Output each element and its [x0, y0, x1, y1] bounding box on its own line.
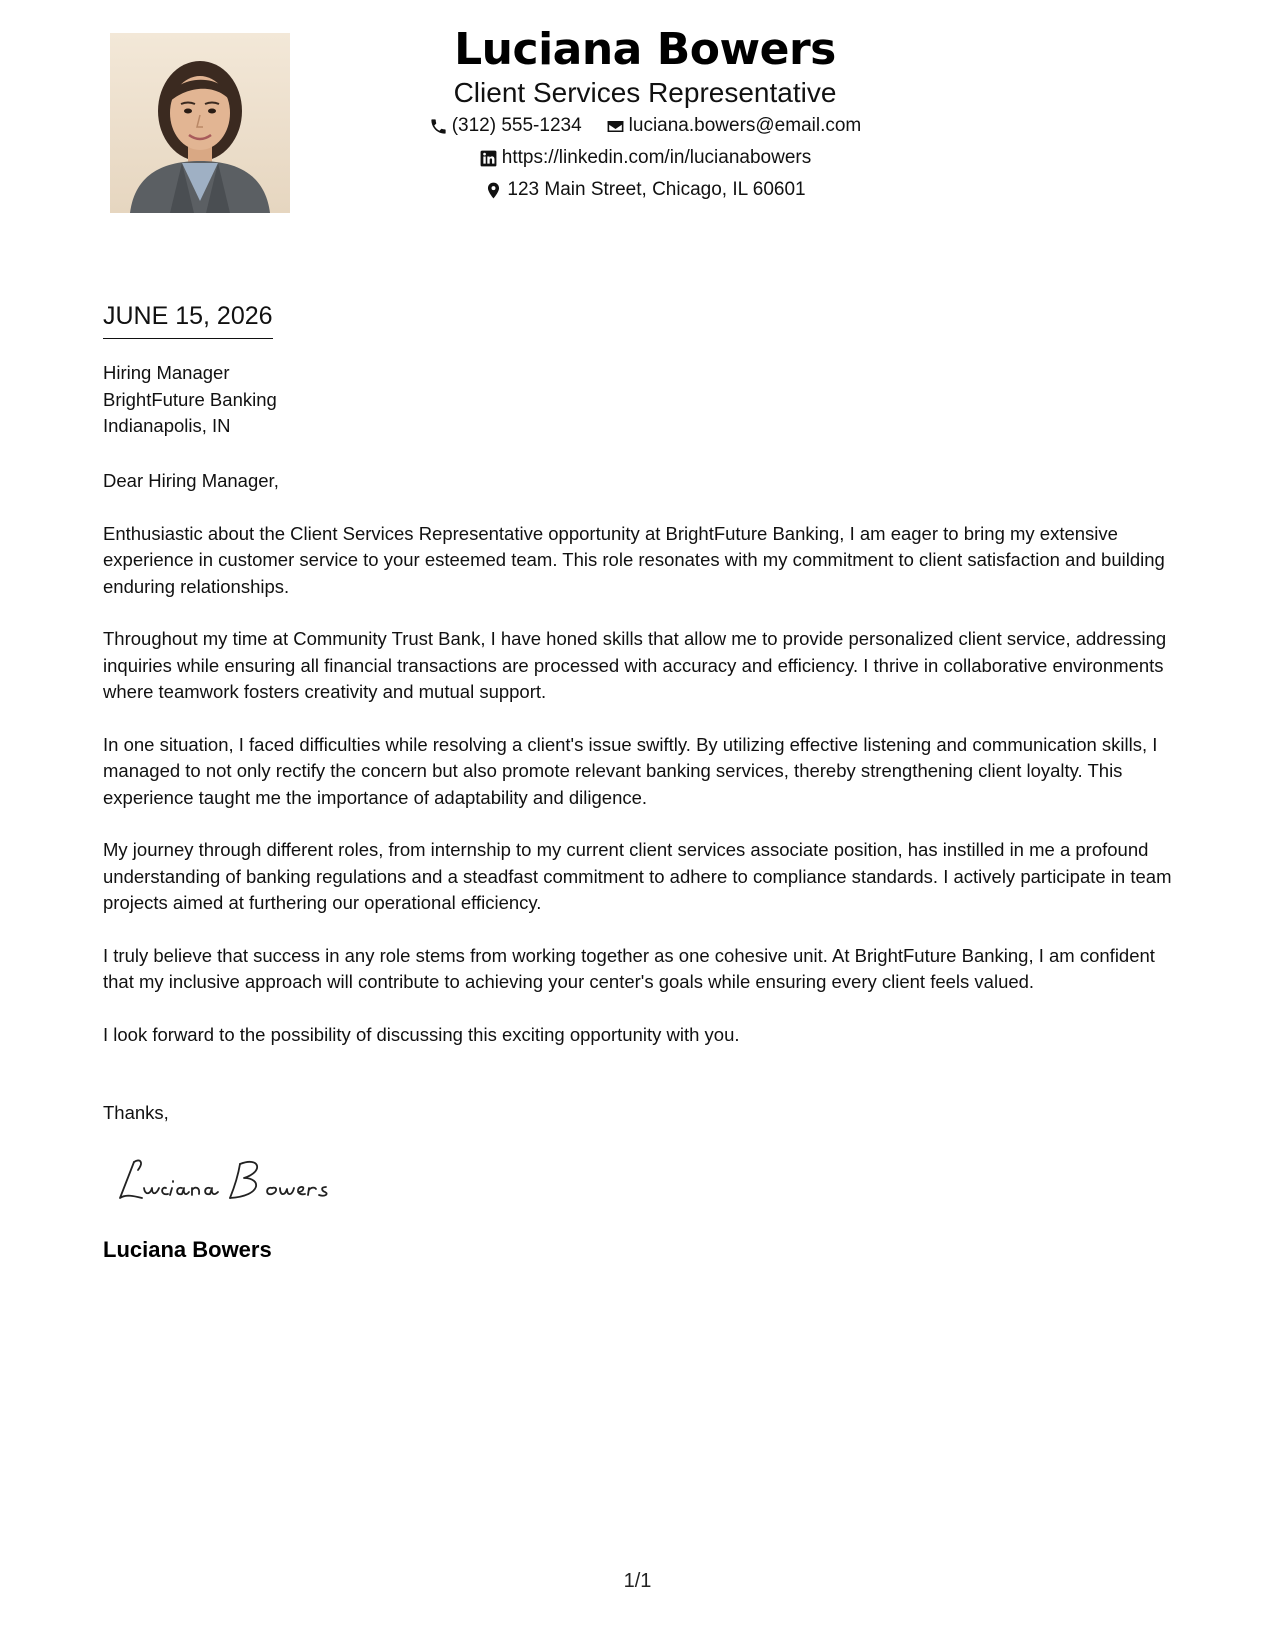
letter-paragraph-2: Throughout my time at Community Trust Bank, I have honed skills that allow me to provide personalized client service, addressing inquiries while ensuring all financial transactions are processed with accuracy and efficiency. I thrive in collaborative environments where teamwork fosters creativity and mutual support.: [103, 628, 1167, 702]
salutation: Dear Hiring Manager,: [103, 470, 279, 491]
contact-line-address: [345, 174, 945, 206]
recipient-title: Hiring Manager: [103, 362, 230, 383]
letter-paragraph-1: Enthusiastic about the Client Services Representative opportunity at BrightFuture Banking, I am eager to bring my extensive experience in customer service to your esteemed team. This role resonates with my commitment to client satisfaction and building enduring relationships.: [103, 522, 1165, 597]
contact-line-phone-email: [345, 110, 945, 142]
email-address[interactable]: luciana.bowers@email.com: [628, 115, 862, 136]
page-number: 1/1: [623, 1570, 652, 1592]
recipient-company: BrightFuture Banking: [103, 388, 277, 410]
handwritten-signature: [112, 1150, 372, 1210]
contact-line-linkedin: [345, 142, 945, 174]
recipient-location: Indianapolis, IN: [103, 415, 231, 436]
signer-name: Luciana Bowers: [103, 1237, 272, 1262]
linkedin-icon: [479, 149, 498, 168]
envelope-icon: [606, 117, 625, 136]
linkedin-contact: [479, 142, 811, 174]
letter-paragraph-3: In one situation, I faced difficulties while resolving a client's issue swiftly. By utilizing effective listening and communication skills, I managed to not only rectify the concern but also promote relevant banking services, thereby strengthening client loyalty. This experience taught me the importance of adaptability and diligence.: [103, 733, 1158, 808]
letter-paragraph-5: I truly believe that success in any role stems from working together as one cohesive unit. At BrightFuture Banking, I am confident that my inclusive approach will contribute to achieving your center's goals while ensuring every client feels valued.: [103, 944, 1155, 992]
map-pin-icon: [484, 181, 503, 200]
letter-body: [103, 468, 1183, 1074]
phone-number: (312) 555-1234: [451, 115, 582, 136]
linkedin-url[interactable]: https://linkedin.com/in/lucianabowers: [501, 147, 812, 168]
street-address: 123 Main Street, Chicago, IL 60601: [507, 179, 806, 200]
letter-paragraph-6: I look forward to the possibility of discussing this exciting opportunity with you.: [103, 1023, 740, 1045]
letter-closing: Thanks,: [103, 1102, 169, 1123]
applicant-name: Luciana Bowers: [454, 24, 836, 75]
email-contact: [606, 110, 862, 142]
letter-paragraph-4: My journey through different roles, from internship to my current client services associate position, has instilled in me a profound understanding of banking regulations and a steadfast commitment to adhere to compliance standards. I actively participate in team projects aimed at furthering our operational efficiency.: [103, 839, 1172, 913]
recipient-block: [103, 360, 277, 440]
phone-icon: [429, 117, 448, 136]
resume-header: [345, 22, 945, 206]
applicant-job-title: Client Services Representative: [453, 77, 837, 108]
profile-photo: [110, 33, 290, 213]
letter-date: JUNE 15, 2026: [103, 300, 273, 339]
phone-contact: [429, 110, 582, 142]
address-contact: [484, 174, 805, 206]
